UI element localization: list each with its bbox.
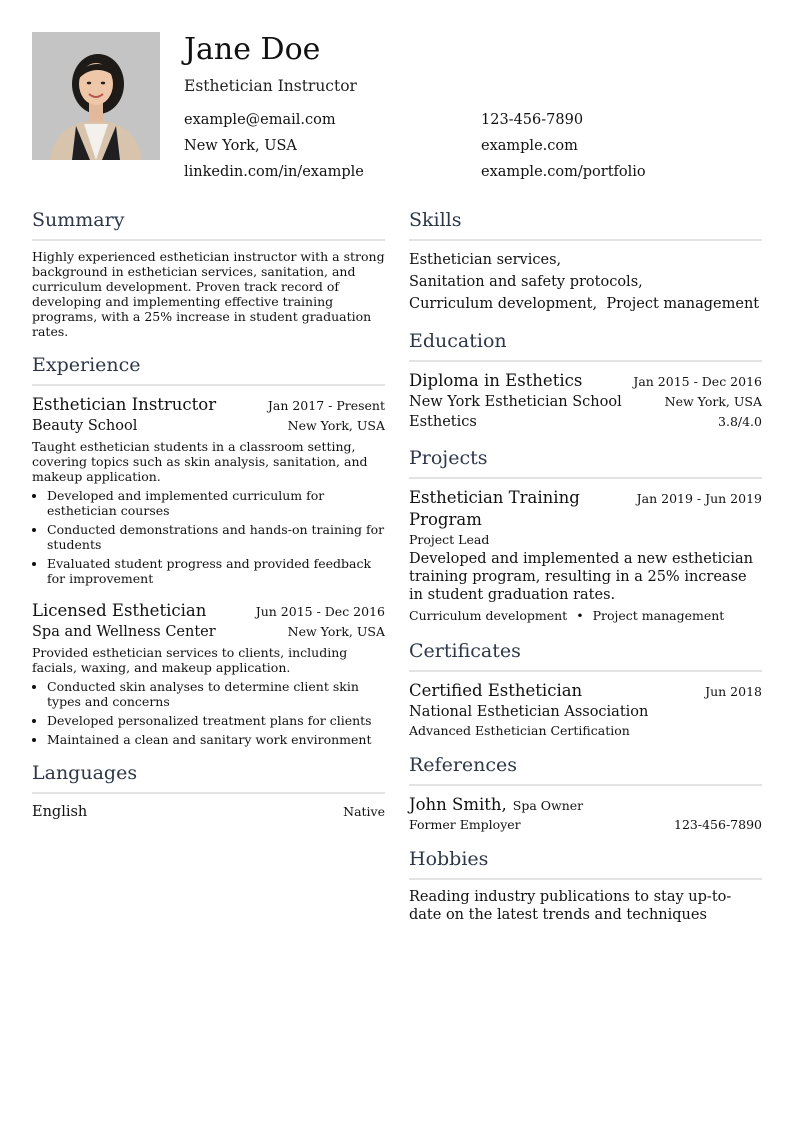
job-title: Esthetician Instructor	[32, 395, 217, 414]
job-bullets	[32, 488, 385, 586]
reference-relation: Former Employer	[409, 817, 521, 832]
languages-heading: Languages	[32, 761, 385, 794]
project-tag: Curriculum development	[409, 608, 568, 623]
experience-entry	[32, 394, 385, 586]
certificates-section	[409, 639, 762, 739]
school-location: New York, USA	[664, 394, 762, 409]
experience-entry	[32, 600, 385, 747]
certificate-detail: Advanced Esthetician Certification	[409, 723, 630, 738]
skill-item: Project management	[606, 296, 760, 312]
reference-role: Spa Owner	[512, 798, 584, 813]
project-dates: Jan 2019 - Jun 2019	[636, 491, 762, 506]
portfolio-link[interactable]: example.com/portfolio	[481, 164, 646, 180]
job-description: Taught esthetician students in a classroom setting, covering topics such as skin analysis, sanitation, and makeup application.	[32, 439, 368, 484]
education-section	[409, 329, 762, 432]
experience-section	[32, 353, 385, 747]
hobby-item: Reading industry publications to stay up-to-date on the latest trends and techniques	[409, 889, 732, 923]
project-tag: Project management	[592, 608, 725, 623]
skills-heading: Skills	[409, 208, 762, 241]
tag-separator: •	[576, 608, 584, 623]
contact-info	[184, 110, 762, 182]
project-name: Esthetician Training Program	[409, 488, 580, 529]
project-description: Developed and implemented a new esthetician training program, resulting in a 25% increase in student graduation rates.	[409, 551, 753, 603]
phone-number[interactable]: 123-456-7890	[481, 112, 584, 128]
project-role: Project Lead	[409, 532, 490, 547]
job-bullet: • Developed and implemented curriculum for esthetician courses	[47, 488, 385, 518]
languages-section	[32, 761, 385, 822]
summary-heading: Summary	[32, 208, 385, 241]
reference-phone[interactable]: 123-456-7890	[674, 817, 762, 832]
language-level: Native	[343, 804, 385, 819]
language-item	[32, 802, 385, 822]
projects-section	[409, 446, 762, 625]
job-bullet: • Conducted demonstrations and hands-on training for students	[47, 522, 385, 552]
language-name: English	[32, 804, 88, 820]
project-tags	[409, 607, 762, 625]
employer: Spa and Wellness Center	[32, 624, 216, 640]
job-location: New York, USA	[287, 624, 385, 639]
certificates-heading: Certificates	[409, 639, 762, 672]
job-bullet: • Maintained a clean and sanitary work environment	[47, 732, 385, 747]
skill-line	[409, 293, 762, 315]
skill-item: Sanitation and safety protocols,	[409, 274, 643, 290]
reference-name: John Smith,	[409, 795, 507, 814]
certificate-issuer: National Esthetician Association	[409, 704, 649, 720]
references-section	[409, 753, 762, 833]
education-heading: Education	[409, 329, 762, 362]
job-dates: Jan 2017 - Present	[267, 398, 385, 413]
candidate-title: Esthetician Instructor	[184, 77, 357, 95]
left-column	[32, 208, 385, 836]
education-dates: Jan 2015 - Dec 2016	[633, 374, 762, 389]
profile-photo	[32, 32, 160, 160]
job-bullet: • Evaluated student progress and provided feedback for improvement	[47, 556, 385, 586]
references-heading: References	[409, 753, 762, 786]
employer: Beauty School	[32, 418, 138, 434]
field-of-study: Esthetics	[409, 414, 477, 430]
skills-section	[409, 208, 762, 315]
summary-text: Highly experienced esthetician instructor with a strong background in esthetician services, sanitation, and curriculum development. Proven track record of developing and implementing effective training programs, with a 25% increase in student graduation rates.	[32, 249, 385, 339]
job-location: New York, USA	[287, 418, 385, 433]
linkedin-link[interactable]: linkedin.com/in/example	[184, 164, 364, 180]
job-description: Provided esthetician services to clients, including facials, waxing, and makeup application.	[32, 645, 348, 675]
hobbies-heading: Hobbies	[409, 847, 762, 880]
school: New York Esthetician School	[409, 394, 622, 410]
gpa: 3.8/4.0	[718, 414, 762, 429]
right-column	[409, 208, 762, 938]
skill-item: Curriculum development,	[409, 296, 598, 312]
summary-section	[32, 208, 385, 339]
job-title: Licensed Esthetician	[32, 601, 207, 620]
certificate-name: Certified Esthetician	[409, 681, 583, 700]
skill-item: Esthetician services,	[409, 252, 562, 268]
job-bullets	[32, 679, 385, 747]
header	[184, 32, 762, 182]
website-link[interactable]: example.com	[481, 138, 578, 154]
reference-header	[409, 794, 762, 816]
job-bullet: • Conducted skin analyses to determine client skin types and concerns	[47, 679, 385, 709]
profile-photo-image	[32, 32, 160, 160]
degree: Diploma in Esthetics	[409, 371, 583, 390]
projects-heading: Projects	[409, 446, 762, 479]
job-bullet: • Developed personalized treatment plans for clients	[47, 713, 385, 728]
email-link[interactable]: example@email.com	[184, 112, 336, 128]
certificate-date: Jun 2018	[705, 684, 762, 699]
candidate-name: Jane Doe	[184, 32, 321, 67]
job-dates: Jun 2015 - Dec 2016	[255, 604, 385, 619]
experience-heading: Experience	[32, 353, 385, 386]
hobbies-section	[409, 847, 762, 924]
location: New York, USA	[184, 138, 297, 154]
